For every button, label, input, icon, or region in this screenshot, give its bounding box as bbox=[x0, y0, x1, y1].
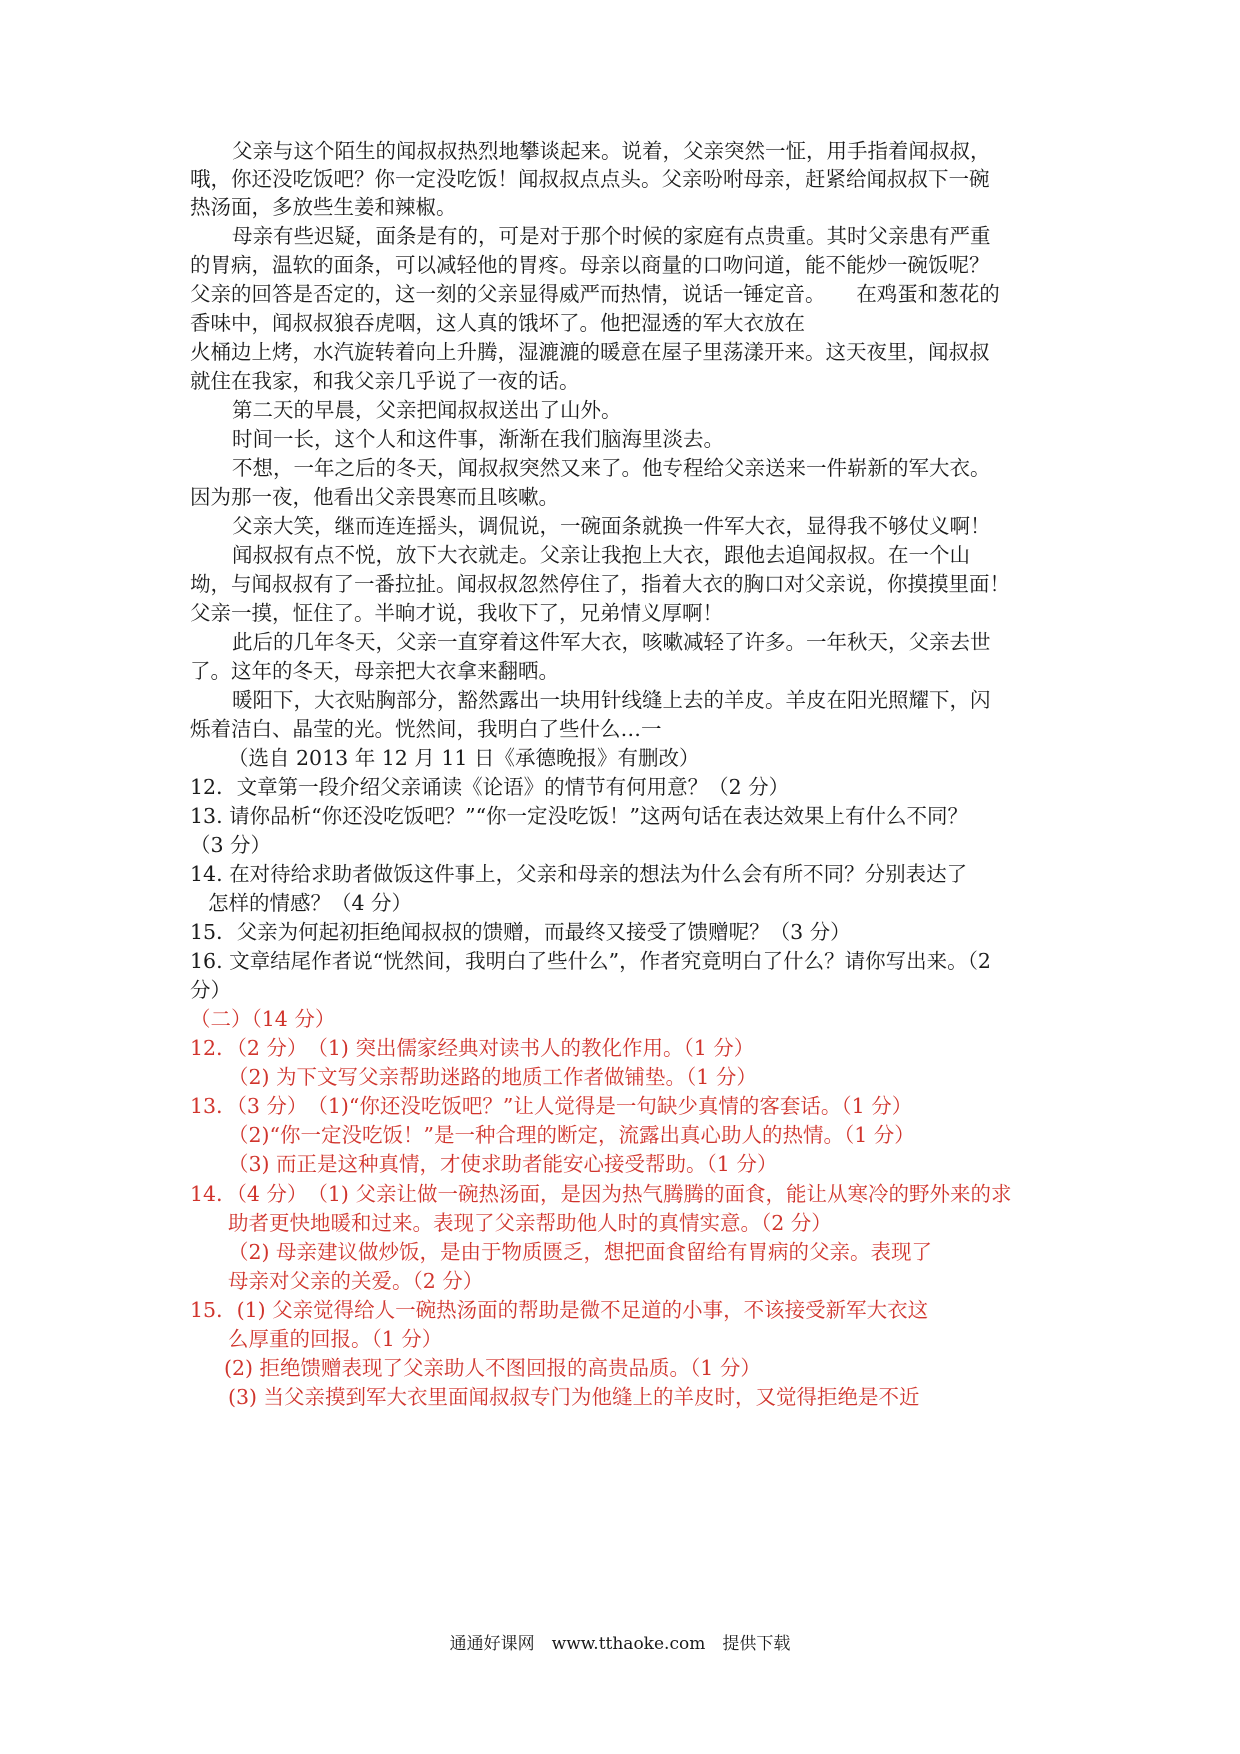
story-line: 母亲有些迟疑，面条是有的，可是对于那个时候的家庭有点贵重。其时父亲患有严重 bbox=[232, 224, 991, 248]
story-line: 哦，你还没吃饭吧？你一定没吃饭！闻叔叔点点头。父亲吩咐母亲，赶紧给闻叔叔下一碗 bbox=[190, 167, 990, 191]
story-line: 时间一长，这个人和这件事，渐渐在我们脑海里淡去。 bbox=[232, 427, 724, 451]
footer-credit: 通通好课网 www.tthaoke.com 提供下载 bbox=[449, 1634, 791, 1654]
answer-14-line: 母亲对父亲的关爱。（2 分） bbox=[228, 1269, 484, 1293]
story-line: 的胃病，温软的面条，可以减轻他的胃疼。母亲以商量的口吻问道，能不能炒一碗饭呢？ bbox=[190, 253, 990, 277]
story-line: 因为那一夜，他看出父亲畏寒而且咳嗽。 bbox=[190, 485, 559, 509]
story-line: 父亲与这个陌生的闻叔叔热烈地攀谈起来。说着，父亲突然一怔，用手指着闻叔叔， bbox=[232, 139, 991, 163]
question-13-points: （3 分） bbox=[190, 833, 272, 857]
question-16-cont: 分） bbox=[190, 978, 231, 1002]
answer-15-line: 么厚重的回报。（1 分） bbox=[228, 1327, 443, 1351]
story-line: 了。这年的冬天，母亲把大衣拿来翻晒。 bbox=[190, 659, 559, 683]
source-citation: （选自 2013 年 12 月 11 日《承德晚报》有删改） bbox=[228, 746, 700, 770]
story-line: 父亲大笑，继而连连摇头，调侃说，一碗面条就换一件军大衣，显得我不够仗义啊！ bbox=[232, 514, 991, 538]
story-line: 烁着洁白、晶莹的光。恍然间，我明白了些什么…一 bbox=[190, 717, 662, 741]
story-line: 暖阳下，大衣贴胸部分，豁然露出一块用针线缝上去的羊皮。羊皮在阳光照耀下，闪 bbox=[232, 688, 991, 712]
story-line: 第二天的早晨，父亲把闻叔叔送出了山外。 bbox=[232, 398, 622, 422]
question-15: 15．父亲为何起初拒绝闻叔叔的馈赠，而最终又接受了馈赠呢？（3 分） bbox=[190, 920, 851, 944]
answer-13-line: 13．（3 分） （1)“你还没吃饭吧？”让人觉得是一句缺少真情的客套话。（1 分） bbox=[190, 1094, 913, 1118]
story-line: 坳，与闻叔叔有了一番拉扯。闻叔叔忽然停住了，指着大衣的胸口对父亲说，你摸摸里面！ bbox=[190, 572, 1010, 596]
question-12: 12．文章第一段介绍父亲诵读《论语》的情节有何用意？（2 分） bbox=[190, 775, 790, 799]
story-line: 此后的几年冬天，父亲一直穿着这件军大衣，咳嗽减轻了许多。一年秋天，父亲去世 bbox=[232, 630, 991, 654]
story-line: 火桶边上烤，水汽旋转着向上升腾，湿漉漉的暖意在屋子里荡漾开来。这天夜里，闻叔叔 bbox=[190, 340, 990, 364]
answer-15-line: (3) 当父亲摸到军大衣里面闻叔叔专门为他缝上的羊皮时，又觉得拒绝是不近 bbox=[228, 1385, 920, 1409]
story-line: 父亲的回答是否定的，这一刻的父亲显得威严而热情，说话一锤定音。 在鸡蛋和葱花的 bbox=[190, 282, 1000, 306]
answer-15-line: 15．(1) 父亲觉得给人一碗热汤面的帮助是微不足道的小事，不该接受新军大衣这 bbox=[190, 1298, 929, 1322]
story-line: 闻叔叔有点不悦，放下大衣就走。父亲让我抱上大衣，跟他去追闻叔叔。在一个山 bbox=[232, 543, 970, 567]
answer-14-line: 14．（4 分） （1) 父亲让做一碗热汤面，是因为热气腾腾的面食，能让从寒冷的野外来的求 bbox=[190, 1182, 1012, 1206]
question-14-cont: 怎样的情感？（4 分） bbox=[208, 891, 413, 915]
answer-14-line: （2) 母亲建议做炒饭，是由于物质匮乏，想把面食留给有胃病的父亲。表现了 bbox=[228, 1240, 933, 1264]
answer-15-line: (2) 拒绝馈赠表现了父亲助人不图回报的高贵品质。（1 分） bbox=[224, 1356, 761, 1380]
question-13: 13. 请你品析“你还没吃饭吧？”“你一定没吃饭！”这两句话在表达效果上有什么不同？ bbox=[190, 804, 969, 828]
answer-14-line: 助者更快地暖和过来。表现了父亲帮助他人时的真情实意。（2 分） bbox=[228, 1211, 832, 1235]
question-14: 14. 在对待给求助者做饭这件事上，父亲和母亲的想法为什么会有所不同？分别表达了 bbox=[190, 862, 968, 886]
answer-section-heading: （二）（14 分） bbox=[190, 1007, 336, 1031]
story-line: 不想，一年之后的冬天，闻叔叔突然又来了。他专程给父亲送来一件崭新的军大衣。 bbox=[232, 456, 991, 480]
story-line: 香味中，闻叔叔狼吞虎咽，这人真的饿坏了。他把湿透的军大衣放在 bbox=[190, 311, 805, 335]
answer-12-line: （2) 为下文写父亲帮助迷路的地质工作者做铺垫。（1 分） bbox=[228, 1065, 757, 1089]
answer-13-line: （2)“你一定没吃饭！”是一种合理的断定，流露出真心助人的热情。（1 分） bbox=[228, 1123, 915, 1147]
question-16: 16. 文章结尾作者说“恍然间，我明白了些什么”，作者究竟明白了什么？请你写出来。（2 bbox=[190, 949, 991, 973]
story-line: 就住在我家，和我父亲几乎说了一夜的话。 bbox=[190, 369, 580, 393]
answer-13-line: （3) 而正是这种真情，才使求助者能安心接受帮助。（1 分） bbox=[228, 1152, 778, 1176]
story-line: 热汤面，多放些生姜和辣椒。 bbox=[190, 195, 457, 219]
story-line: 父亲一摸，怔住了。半晌才说，我收下了，兄弟情义厚啊！ bbox=[190, 601, 723, 625]
answer-12-line: 12．（2 分） （1) 突出儒家经典对读书人的教化作用。（1 分） bbox=[190, 1036, 755, 1060]
